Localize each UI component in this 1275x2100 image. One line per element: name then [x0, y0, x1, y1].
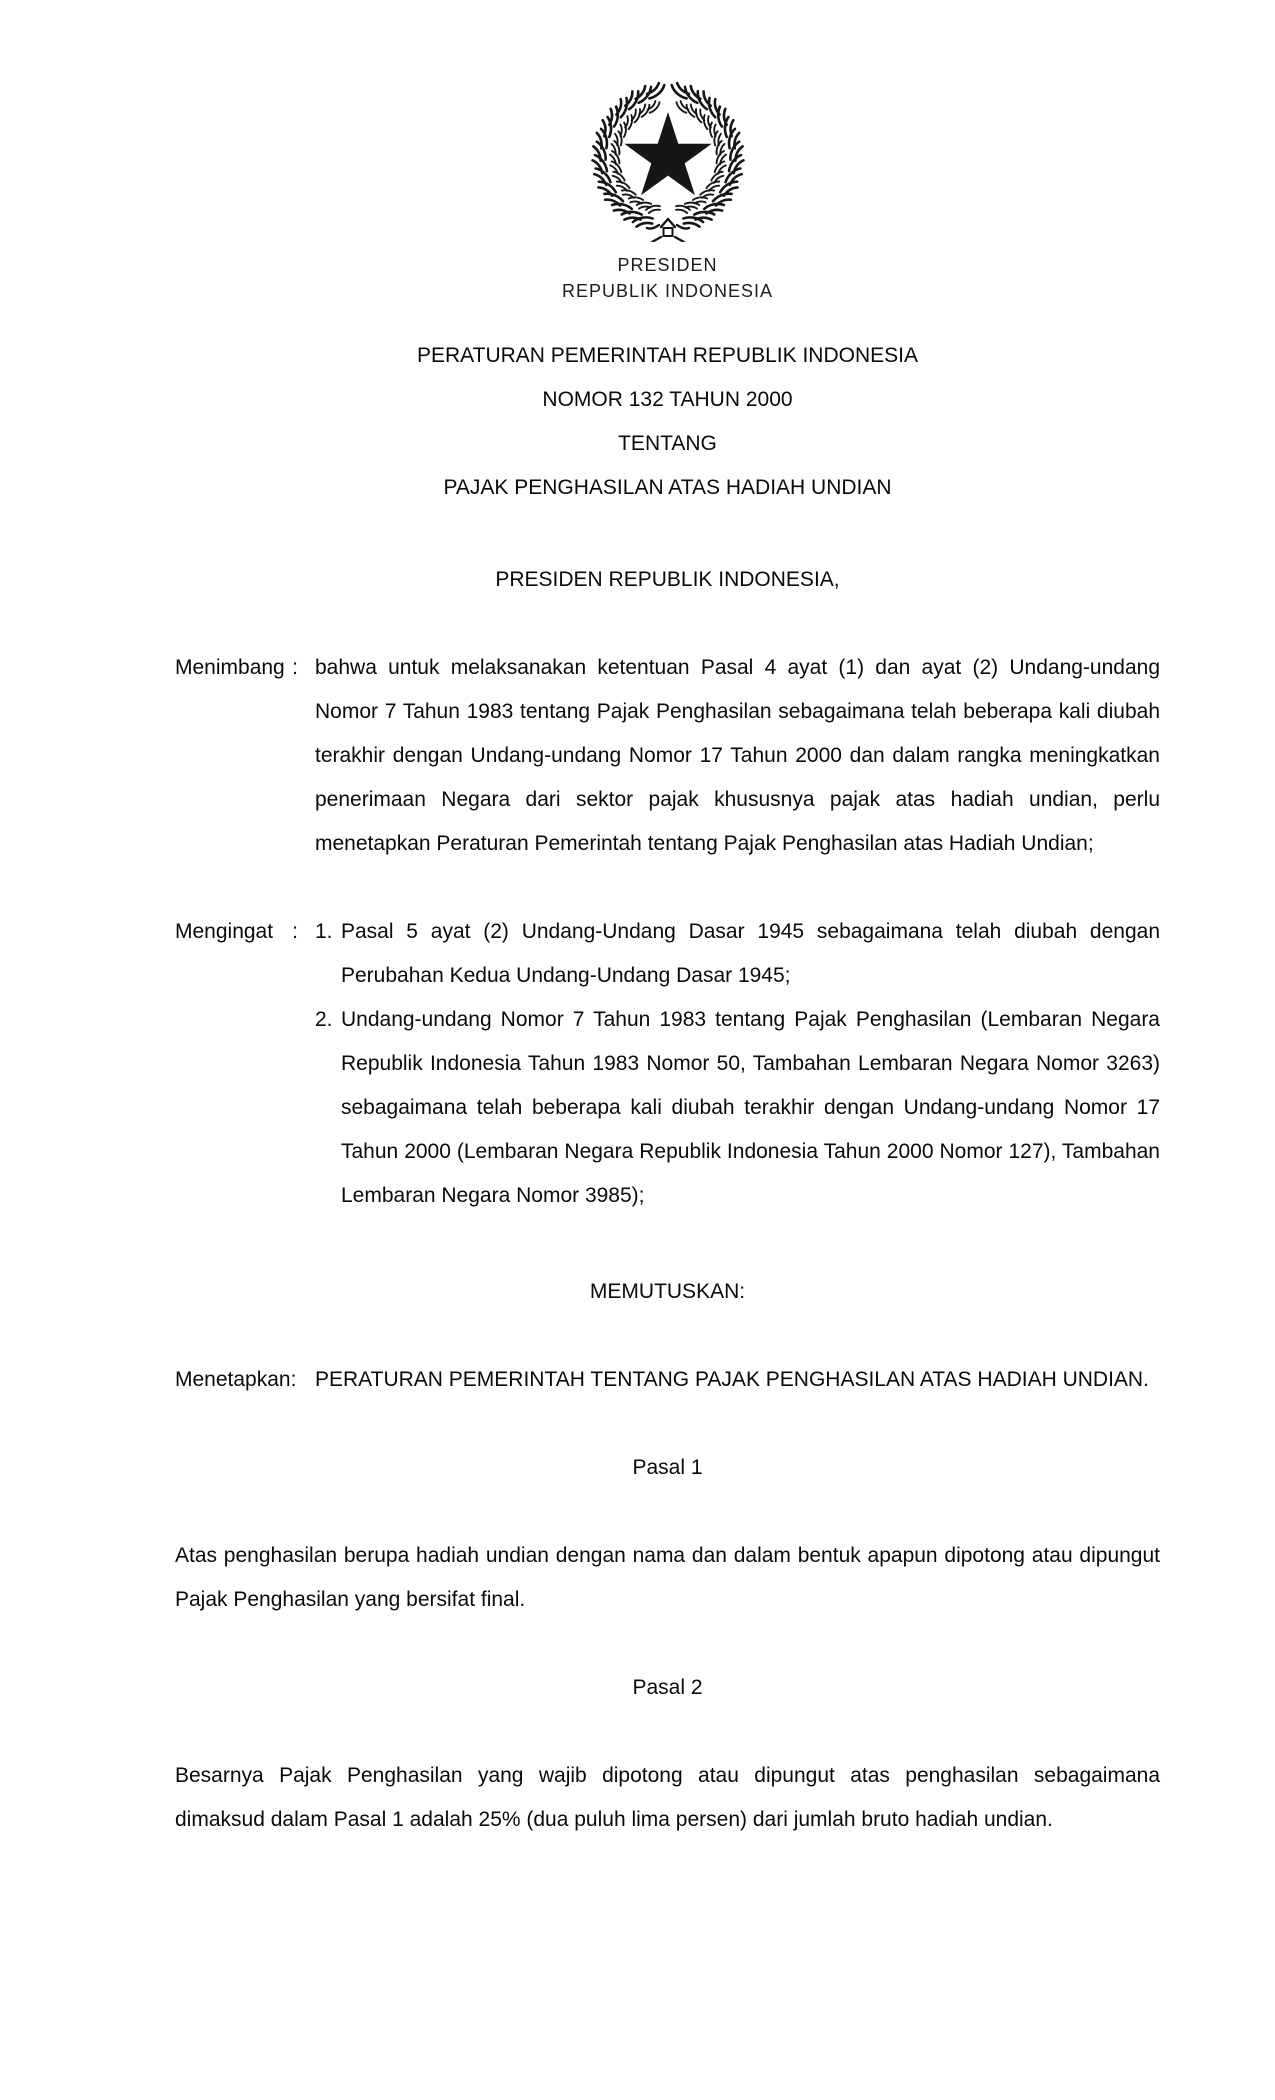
article-1-heading: Pasal 1 — [632, 1456, 703, 1479]
regulation-subject: PAJAK PENGHASILAN ATAS HADIAH UNDIAN — [443, 476, 892, 499]
considering-text: bahwa untuk melaksanakan ketentuan Pasal 4 ayat (1) dan ayat (2) Undang-undang Nomor 7 Tahun 1983 tentang Pajak Penghasilan sebagaimana telah beberapa kali diubah terakhir dengan Undang-undang Nomor 17 Tahun 2000 dan dalam rangka meningkatkan penerimaan Negara dari sektor pajak khususnya pajak atas hadiah undian, perlu menetapkan Peraturan Pemerintah tentang Pajak Penghasilan atas Hadiah Undian; — [315, 656, 1160, 855]
considering-colon: : — [292, 656, 298, 679]
list-item-number: 1. — [315, 920, 333, 943]
legal-basis-list — [315, 910, 1160, 1218]
ribbon-knot-icon — [647, 219, 689, 242]
article-2-heading: Pasal 2 — [632, 1676, 703, 1699]
letterhead-republik-indonesia: REPUBLIK INDONESIA — [561, 281, 774, 301]
legal-basis-item — [315, 910, 1160, 998]
legal-basis-section — [175, 910, 1160, 1218]
list-item-text: Undang-undang Nomor 7 Tahun 1983 tentang Pajak Penghasilan (Lembaran Negara Republik Indonesia Tahun 1983 Nomor 50, Tambahan Lembaran Negara Nomor 3263) sebagaimana telah beberapa kali diubah terakhir dengan Undang-undang Nomor 17 Tahun 2000 (Lembaran Negara Republik Indonesia Tahun 2000 Nomor 127), Tambahan Lembaran Negara Nomor 3985); — [341, 1008, 1160, 1207]
regulation-tentang: TENTANG — [618, 432, 717, 455]
star-icon — [624, 112, 711, 195]
decision-heading: MEMUTUSKAN: — [589, 1280, 746, 1303]
regulation-title: PERATURAN PEMERINTAH REPUBLIK INDONESIA — [417, 344, 918, 367]
considering-section — [175, 646, 1160, 866]
emblem-container — [175, 78, 1160, 242]
legal-basis-colon: : — [292, 920, 298, 943]
legal-basis-label: Mengingat — [175, 920, 274, 943]
document-page — [175, 0, 1160, 1842]
title-block — [175, 334, 1160, 510]
legal-basis-item — [315, 998, 1160, 1218]
national-emblem-icon — [588, 78, 748, 242]
list-item-text: Pasal 5 ayat (2) Undang-Undang Dasar 1945 sebagaimana telah diubah dengan Perubahan Kedua Undang-Undang Dasar 1945; — [341, 920, 1160, 987]
preamble-heading: PRESIDEN REPUBLIK INDONESIA, — [495, 568, 840, 591]
letterhead — [175, 252, 1160, 304]
enactment-label: Menetapkan: — [175, 1368, 297, 1391]
enactment-row — [175, 1358, 1160, 1402]
article-1-body: Atas penghasilan berupa hadiah undian dengan nama dan dalam bentuk apapun dipotong atau dipungut Pajak Penghasilan yang bersifat final. — [175, 1544, 1160, 1611]
article-2-body: Besarnya Pajak Penghasilan yang wajib dipotong atau dipungut atas penghasilan sebagaimana dimaksud dalam Pasal 1 adalah 25% (dua puluh lima persen) dari jumlah bruto hadiah undian. — [175, 1764, 1160, 1831]
letterhead-presiden: PRESIDEN — [617, 255, 718, 275]
list-item-number: 2. — [315, 1008, 333, 1031]
considering-label: Menimbang — [175, 656, 285, 679]
enactment-text: PERATURAN PEMERINTAH TENTANG PAJAK PENGHASILAN ATAS HADIAH UNDIAN. — [315, 1368, 1149, 1391]
regulation-number: NOMOR 132 TAHUN 2000 — [542, 388, 793, 411]
